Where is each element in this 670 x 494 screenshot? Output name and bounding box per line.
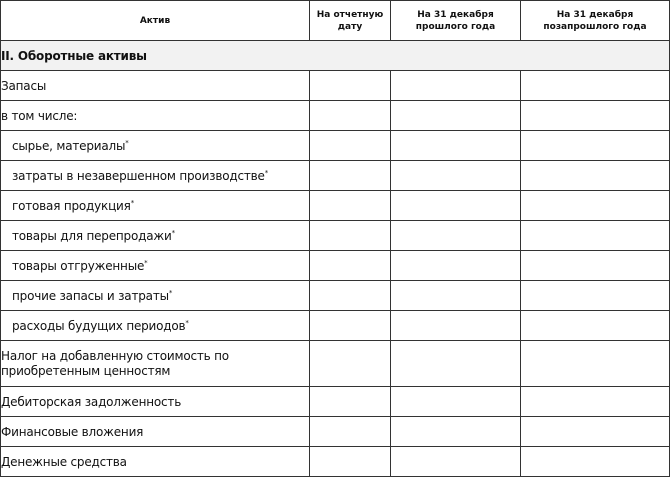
table-row bbox=[1, 131, 670, 161]
value-cell[interactable] bbox=[310, 71, 391, 101]
column-header-previous-year-line2: прошлого года bbox=[415, 21, 496, 32]
value-cell[interactable] bbox=[521, 341, 670, 387]
row-label-other-inventory-text: прочие запасы и затраты bbox=[12, 288, 169, 303]
row-label-finished-goods-text: готовая продукция bbox=[12, 198, 131, 213]
value-cell[interactable] bbox=[521, 281, 670, 311]
row-label-cash: Денежные средства bbox=[1, 447, 310, 477]
column-header-asset bbox=[1, 1, 310, 41]
value-cell[interactable] bbox=[391, 281, 521, 311]
value-cell[interactable] bbox=[521, 417, 670, 447]
value-cell[interactable] bbox=[310, 281, 391, 311]
value-cell[interactable] bbox=[310, 341, 391, 387]
value-cell[interactable] bbox=[310, 101, 391, 131]
table-row bbox=[1, 311, 670, 341]
table-row bbox=[1, 341, 670, 387]
column-header-year-before-previous bbox=[521, 1, 670, 41]
value-cell[interactable] bbox=[391, 417, 521, 447]
footnote-mark: * bbox=[171, 228, 175, 237]
row-label-raw-materials-text: сырье, материалы bbox=[12, 138, 126, 153]
table-row bbox=[1, 161, 670, 191]
value-cell[interactable] bbox=[521, 221, 670, 251]
footnote-mark: * bbox=[130, 198, 134, 207]
table-row bbox=[1, 101, 670, 131]
column-header-year-before-previous-line1: На 31 декабря bbox=[556, 9, 634, 20]
table-row bbox=[1, 191, 670, 221]
column-header-reporting-date-line2: дату bbox=[337, 21, 363, 32]
table-row bbox=[1, 281, 670, 311]
table-row bbox=[1, 387, 670, 417]
footnote-mark: * bbox=[144, 258, 148, 267]
row-label-finished-goods bbox=[1, 191, 310, 221]
value-cell[interactable] bbox=[310, 221, 391, 251]
value-cell[interactable] bbox=[310, 447, 391, 477]
value-cell[interactable] bbox=[521, 71, 670, 101]
value-cell[interactable] bbox=[310, 191, 391, 221]
value-cell[interactable] bbox=[391, 387, 521, 417]
value-cell[interactable] bbox=[391, 131, 521, 161]
footnote-mark: * bbox=[185, 318, 189, 327]
value-cell[interactable] bbox=[310, 161, 391, 191]
row-label-deferred-expenses-text: расходы будущих периодов bbox=[12, 318, 186, 333]
row-label-other-inventory bbox=[1, 281, 310, 311]
value-cell[interactable] bbox=[310, 387, 391, 417]
table-row bbox=[1, 71, 670, 101]
table-row bbox=[1, 251, 670, 281]
row-label-financial-investments: Финансовые вложения bbox=[1, 417, 310, 447]
value-cell[interactable] bbox=[391, 191, 521, 221]
row-label-goods-shipped-text: товары отгруженные bbox=[12, 258, 145, 273]
row-label-goods-for-resale bbox=[1, 221, 310, 251]
footnote-mark: * bbox=[168, 288, 173, 297]
footnote-mark: * bbox=[264, 168, 269, 177]
row-label-vat-line1: Налог на добавленную стоимость по bbox=[1, 348, 229, 363]
footnote-mark: * bbox=[125, 138, 129, 147]
table-row bbox=[1, 417, 670, 447]
column-header-asset-label: Актив bbox=[139, 15, 171, 26]
table-row bbox=[1, 221, 670, 251]
value-cell[interactable] bbox=[391, 71, 521, 101]
section-row bbox=[1, 41, 670, 71]
column-header-year-before-previous-line2: позапрошлого года bbox=[543, 21, 647, 32]
value-cell[interactable] bbox=[391, 341, 521, 387]
row-label-wip-costs-text: затраты в незавершенном производстве bbox=[12, 168, 265, 183]
column-header-previous-year bbox=[391, 1, 521, 41]
value-cell[interactable] bbox=[521, 161, 670, 191]
row-label-wip-costs bbox=[1, 161, 310, 191]
value-cell[interactable] bbox=[310, 311, 391, 341]
row-label-goods-for-resale-text: товары для перепродажи bbox=[12, 228, 172, 243]
value-cell[interactable] bbox=[391, 251, 521, 281]
header-row bbox=[1, 1, 670, 41]
row-label-inventory: Запасы bbox=[1, 71, 310, 101]
value-cell[interactable] bbox=[521, 191, 670, 221]
column-header-reporting-date bbox=[310, 1, 391, 41]
value-cell[interactable] bbox=[521, 131, 670, 161]
row-label-goods-shipped bbox=[1, 251, 310, 281]
value-cell[interactable] bbox=[521, 387, 670, 417]
table-row bbox=[1, 447, 670, 477]
value-cell[interactable] bbox=[310, 131, 391, 161]
row-label-vat-line2: приобретенным ценностям bbox=[1, 363, 171, 378]
value-cell[interactable] bbox=[521, 251, 670, 281]
row-label-raw-materials bbox=[1, 131, 310, 161]
row-label-vat bbox=[1, 341, 310, 387]
value-cell[interactable] bbox=[310, 417, 391, 447]
value-cell[interactable] bbox=[391, 161, 521, 191]
section-title: II. Оборотные активы bbox=[1, 41, 670, 71]
value-cell[interactable] bbox=[521, 101, 670, 131]
value-cell[interactable] bbox=[391, 101, 521, 131]
value-cell[interactable] bbox=[391, 447, 521, 477]
row-label-deferred-expenses bbox=[1, 311, 310, 341]
column-header-reporting-date-line1: На отчетную bbox=[316, 9, 384, 20]
row-label-including: в том числе: bbox=[1, 101, 310, 131]
column-header-previous-year-line1: На 31 декабря bbox=[417, 9, 494, 20]
value-cell[interactable] bbox=[391, 311, 521, 341]
row-label-receivables: Дебиторская задолженность bbox=[1, 387, 310, 417]
value-cell[interactable] bbox=[521, 311, 670, 341]
value-cell[interactable] bbox=[310, 251, 391, 281]
value-cell[interactable] bbox=[521, 447, 670, 477]
value-cell[interactable] bbox=[391, 221, 521, 251]
